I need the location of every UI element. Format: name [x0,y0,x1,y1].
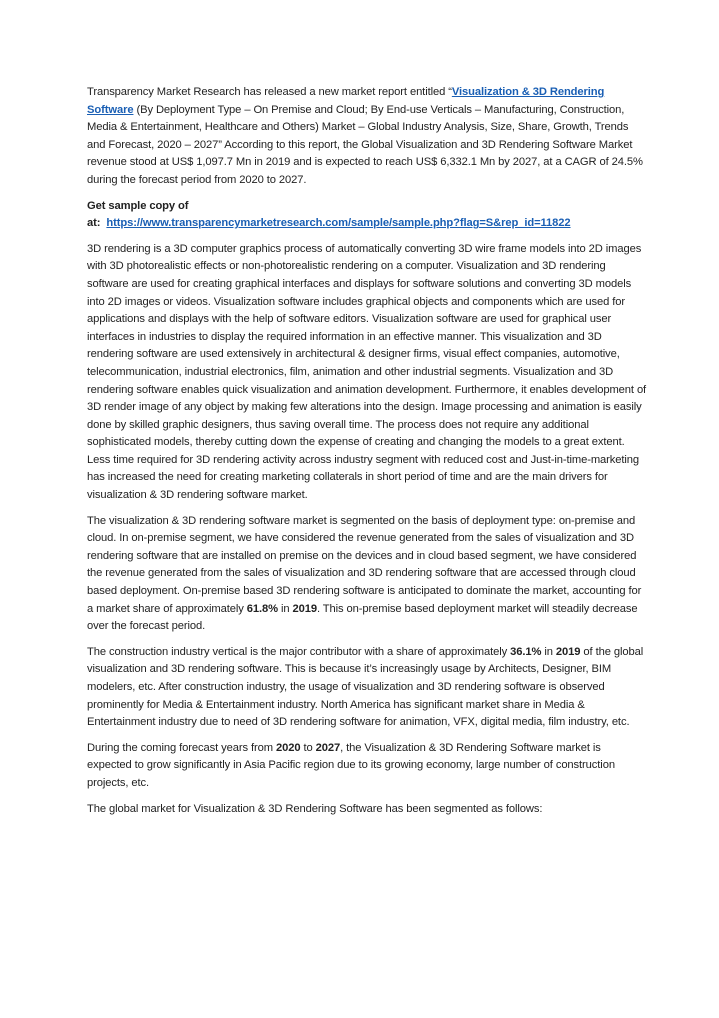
deployment-text-3: . This on-premise based deployment market will steadily decrease over the forecast period. [87,602,638,633]
construction-text-3: of the global visualization and 3D rendering software. This is because it’s increasingly usage by Architects, Designer, BIM modelers, etc. After construction industry, the usage of visualization and 3D rendering software is observed prominently for Media & Entertainment industry. North America has significant market share in Media & Entertainment industry due to need of 3D rendering software for animation, VFX, digital media, film industry, etc. [87,645,644,729]
forecast-text-2: to [300,741,316,754]
intro-text-2: (By Deployment Type – On Premise and Cloud; By End-use Verticals – Manufacturing, Construction, Media & Entertainment, Healthcare and Others) Market – Global Industry Analysis, Size, Share, Growth, Trends and Forecast, 2020 – 2027” According to this report, the Global Visualization and 3D Rendering Software Market revenue stood at US$ 1,097.7 Mn in 2019 and is expected to reach US$ 6,332.1 Mn by 2027, at a CAGR of 24.5% during the forecast period from 2020 to 2027. [87,103,643,186]
construction-share: 36.1% [510,645,542,658]
forecast-text-3: , the Visualization & 3D Rendering Software market is expected to grow significantly in Asia Pacific region due to its growing economy, large number of construction projects, etc. [87,741,615,789]
forecast-text-1: During the coming forecast years from [87,741,276,754]
definition-paragraph: 3D rendering is a 3D computer graphics process of automatically converting 3D wire frame models into 2D images with 3D photorealistic effects or non-photorealistic rendering on a computer. Visualization and 3D rendering software are used for creating graphical interfaces and displays for software solutions and converting 3D models into 2D images or videos. Visualization software includes graphical objects and components which are used for applications and displays with the help of software editors. Visualization software are used for graphical user interfaces in industries to display the required information in an effective manner. This visualization and 3D rendering software are used extensively in architectural & designer firms, visual effect companies, automotive, telecommunication, industrial electronics, film, animation and other industrial segments. Visualization and 3D rendering software enables quick visualization and animation development. Furthermore, it enables development of 3D render image of any object by making few alterations into the design. Image processing and animation is easily done by skilled graphic designers, thus saving overall time. The process does not require any additional sophisticated models, thereby cutting down the expense of creating and changing the models to a great extent. Less time required for 3D rendering activity across industry segment with reduced cost and Just-in-time-marketing has increased the need for creating marketing collaterals in short period of time and are the main drivers for visualization & 3D rendering software market. [87,242,647,502]
sample-url-link[interactable]: https://www.transparencymarketresearch.com/sample/sample.php?flag=S&rep_id=11822 [106,217,571,230]
intro-text-1: Transparency Market Research has released a new market report entitled “ [87,86,452,98]
document-page [87,84,647,826]
construction-year: 2019 [555,645,581,658]
deployment-paragraph [87,513,647,636]
sample-label: Get sample copy of [87,199,189,212]
deployment-text-1: The visualization & 3D rendering software market is segmented on the basis of deployment type: on-premise and cloud. In on-premise segment, we have considered the revenue generated from the sales of visualization and 3D rendering software that are installed on premise on the devices and in cloud based segment, we have considered the revenue generated from the sales of visualization and 3D rendering software that are accessed through cloud based deployment. On-premise based 3D rendering software is anticipated to dominate the market, accounting for a market share of approximately [87,514,642,615]
construction-text-1: The construction industry vertical is the major contributor with a share of approximately [87,645,511,658]
forecast-start-year: 2020 [275,741,301,754]
forecast-paragraph [87,740,647,793]
sample-copy-block [87,198,647,233]
report-title-link[interactable]: Visualization & 3D Rendering Software [87,86,605,116]
onpremise-year: 2019 [292,602,317,615]
construction-paragraph [87,644,647,732]
forecast-end-year: 2027 [315,741,341,754]
onpremise-share: 61.8% [246,602,278,615]
intro-paragraph [87,84,647,190]
construction-text-2: in [541,645,556,658]
segmentation-paragraph: The global market for Visualization & 3D Rendering Software has been segmented as follows: [87,802,543,815]
sample-at-label: at: [87,217,101,230]
deployment-text-2: in [277,602,293,615]
